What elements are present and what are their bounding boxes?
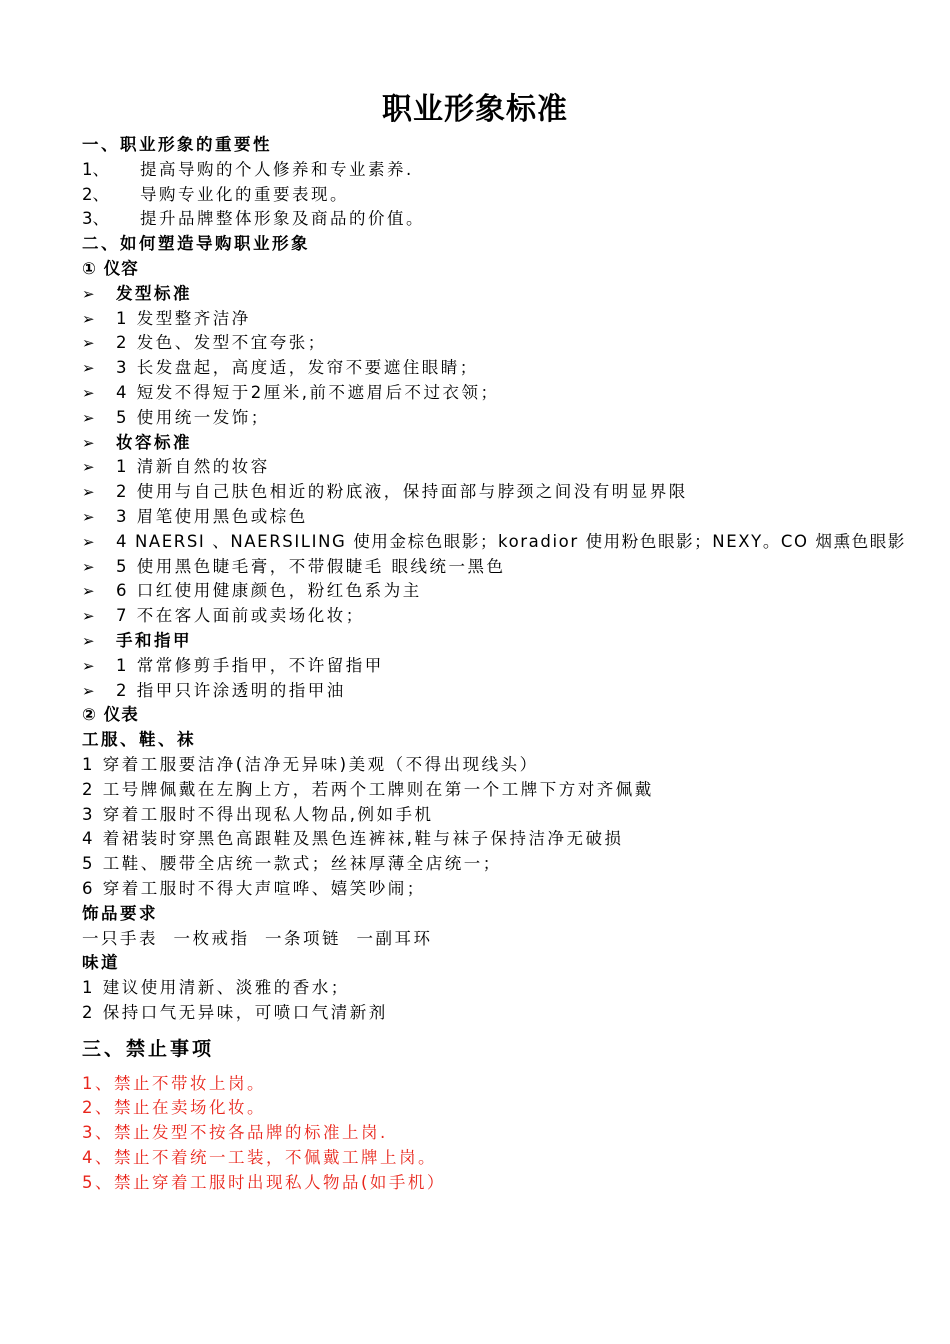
list-item: ➢ 3 眉笔使用黑色或棕色 xyxy=(82,505,942,530)
list-item: 4 着裙装时穿黑色高跟鞋及黑色连裤袜,鞋与袜子保持洁净无破损 xyxy=(82,829,624,849)
arrow-bullet-icon: ➢ xyxy=(82,557,95,576)
arrow-bullet-icon: ➢ xyxy=(82,309,95,328)
list-item: ➢ 7 不在客人面前或卖场化妆； xyxy=(82,604,942,629)
list-item: ➢ 3 长发盘起，高度适，发帘不要遮住眼睛； xyxy=(82,356,942,381)
list-item: 2、 导购专业化的重要表现。 xyxy=(82,184,349,204)
list-item: ➢ 2 使用与自己肤色相近的粉底液，保持面部与脖颈之间没有明显界限 xyxy=(82,480,942,505)
list-item: 1 穿着工服要洁净(洁净无异味)美观（不得出现线头） xyxy=(82,754,539,774)
list-item: 3 穿着工服时不得出现私人物品,例如手机 xyxy=(82,804,434,824)
hair-heading: ➢ 发型标准 xyxy=(82,282,942,307)
section-2-heading: 二、如何塑造导购职业形象 xyxy=(82,234,310,254)
list-item: ➢ 2 指甲只许涂透明的指甲油 xyxy=(82,679,942,704)
arrow-bullet-icon: ➢ xyxy=(82,656,95,675)
arrow-bullet-icon: ➢ xyxy=(82,433,95,452)
prohibition-item: 4、禁止不着统一工装，不佩戴工牌上岗。 xyxy=(82,1148,437,1168)
subsection-attire: ② 仪表 xyxy=(82,705,139,725)
list-item: ➢ 5 使用黑色睫毛膏，不带假睫毛 眼线统一黑色 xyxy=(82,555,942,580)
prohibition-item: 1、禁止不带妆上岗。 xyxy=(82,1073,266,1093)
list-item: ➢ 4 短发不得短于2厘米,前不遮眉后不过衣领； xyxy=(82,381,942,406)
arrow-bullet-icon: ➢ xyxy=(82,532,95,551)
list-item: ➢ 1 常常修剪手指甲，不许留指甲 xyxy=(82,654,942,679)
arrow-bullet-icon: ➢ xyxy=(82,284,95,303)
arrow-bullet-icon: ➢ xyxy=(82,483,95,502)
arrow-bullet-icon: ➢ xyxy=(82,607,95,626)
section-3-heading: 三、禁止事项 xyxy=(82,1037,215,1060)
list-item: ➢ 5 使用统一发饰； xyxy=(82,406,942,431)
list-item: ➢ 2 发色、发型不宜夸张； xyxy=(82,331,942,356)
accessories-text: 一只手表 一枚戒指 一条项链 一副耳环 xyxy=(82,928,433,948)
arrow-bullet-icon: ➢ xyxy=(82,681,95,700)
arrow-bullet-icon: ➢ xyxy=(82,507,95,526)
arrow-bullet-icon: ➢ xyxy=(82,458,95,477)
arrow-bullet-icon: ➢ xyxy=(82,359,95,378)
uniform-heading: 工服、鞋、袜 xyxy=(82,730,196,750)
scent-heading: 味道 xyxy=(82,953,120,973)
list-item: 1 建议使用清新、淡雅的香水； xyxy=(82,978,350,998)
list-item: ➢ 6 口红使用健康颜色，粉红色系为主 xyxy=(82,579,942,604)
subsection-appearance: ① 仪容 xyxy=(82,258,139,278)
arrow-bullet-icon: ➢ xyxy=(82,408,95,427)
arrow-bullet-icon: ➢ xyxy=(82,334,95,353)
list-item: 2 保持口气无异味，可喷口气清新剂 xyxy=(82,1002,388,1022)
document-body xyxy=(82,133,942,1196)
list-item: 1、 提高导购的个人修养和专业素养. xyxy=(82,159,414,179)
section-1-heading: 一、职业形象的重要性 xyxy=(82,135,272,154)
document-title: 职业形象标准 xyxy=(382,92,568,127)
prohibition-item: 2、禁止在卖场化妆。 xyxy=(82,1098,266,1118)
arrow-bullet-icon: ➢ xyxy=(82,582,95,601)
list-item: 3、 提升品牌整体形象及商品的价值。 xyxy=(82,209,425,229)
list-item: 5 工鞋、腰带全店统一款式；丝袜厚薄全店统一； xyxy=(82,854,502,874)
list-item: 2 工号牌佩戴在左胸上方，若两个工牌则在第一个工牌下方对齐佩戴 xyxy=(82,779,654,799)
arrow-bullet-icon: ➢ xyxy=(82,383,95,402)
list-item: ➢ 1 清新自然的妆容 xyxy=(82,455,942,480)
makeup-heading: ➢ 妆容标准 xyxy=(82,431,942,456)
list-item: ➢ 1 发型整齐洁净 xyxy=(82,307,942,332)
hands-heading: ➢ 手和指甲 xyxy=(82,629,942,654)
prohibition-item: 3、禁止发型不按各品牌的标准上岗. xyxy=(82,1123,388,1143)
prohibition-item: 5、禁止穿着工服时出现私人物品(如手机） xyxy=(82,1172,446,1192)
accessories-heading: 饰品要求 xyxy=(82,903,158,923)
list-item: 6 穿着工服时不得大声喧哗、嬉笑吵闹； xyxy=(82,878,426,898)
arrow-bullet-icon: ➢ xyxy=(82,631,95,650)
list-item: ➢ 4 NAERSI 、NAERSILING 使用金棕色眼影；koradior 使用粉色眼影；NEXY。CO 烟熏色眼影 xyxy=(82,530,942,555)
